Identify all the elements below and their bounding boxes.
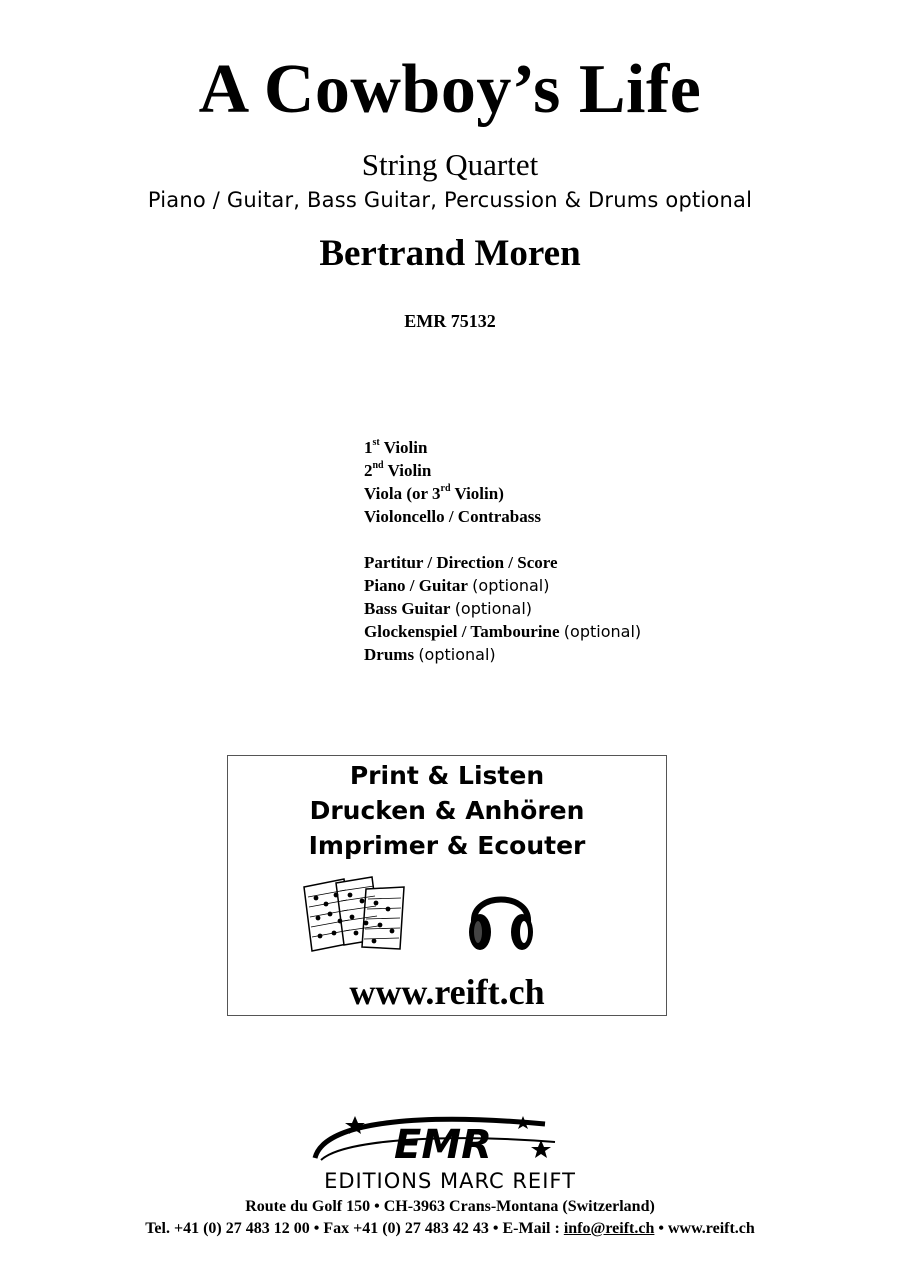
part-item: Piano / Guitar (optional) bbox=[364, 576, 550, 595]
promo-line-english: Print & Listen bbox=[349, 761, 545, 790]
part-item: Glockenspiel / Tambourine (optional) bbox=[364, 622, 642, 641]
publisher-address: Route du Golf 150 • CH-3963 Crans-Montana (Switzerland) bbox=[245, 1198, 655, 1215]
part-item: Violoncello / Contrabass bbox=[364, 507, 541, 526]
logo-emr-text: EMR bbox=[394, 1122, 492, 1168]
email-link[interactable]: info@reift.ch bbox=[563, 1220, 655, 1237]
part-item: 1st Violin bbox=[364, 437, 428, 457]
part-item: Drums (optional) bbox=[364, 645, 496, 664]
telephone-number: Tel. +41 (0) 27 483 12 00 • bbox=[145, 1220, 320, 1237]
part-item: Viola (or 3rd Violin) bbox=[364, 483, 504, 503]
catalog-number: EMR 75132 bbox=[404, 311, 496, 331]
publisher-contact-line bbox=[0, 1218, 900, 1240]
part-item: Partitur / Direction / Score bbox=[364, 553, 558, 572]
ensemble-subtitle: String Quartet bbox=[361, 147, 539, 182]
composer-name: Bertrand Moren bbox=[319, 233, 581, 274]
headphones-icon bbox=[466, 878, 536, 954]
promo-line-german: Drucken & Anhören bbox=[309, 796, 585, 825]
promo-line-french: Imprimer & Ecouter bbox=[308, 831, 586, 860]
score-title: A Cowboy’s Life bbox=[198, 51, 702, 128]
logo-publisher-name: EDITIONS MARC REIFT bbox=[324, 1169, 576, 1192]
string-parts-list bbox=[364, 436, 541, 528]
promo-website-link[interactable]: www.reift.ch bbox=[349, 972, 545, 1012]
part-item: 2nd Violin bbox=[364, 460, 432, 480]
part-item: Bass Guitar (optional) bbox=[364, 599, 533, 618]
email-label: E-Mail : bbox=[502, 1220, 560, 1237]
website-text[interactable]: • www.reift.ch bbox=[658, 1220, 755, 1237]
instrumentation-line: Piano / Guitar, Bass Guitar, Percussion & Drums optional bbox=[147, 188, 753, 212]
additional-parts-list bbox=[364, 551, 641, 666]
sheet-music-icon bbox=[300, 873, 410, 953]
fax-number: Fax +41 (0) 27 483 42 43 • bbox=[323, 1220, 499, 1237]
emr-publisher-logo bbox=[255, 1108, 645, 1192]
